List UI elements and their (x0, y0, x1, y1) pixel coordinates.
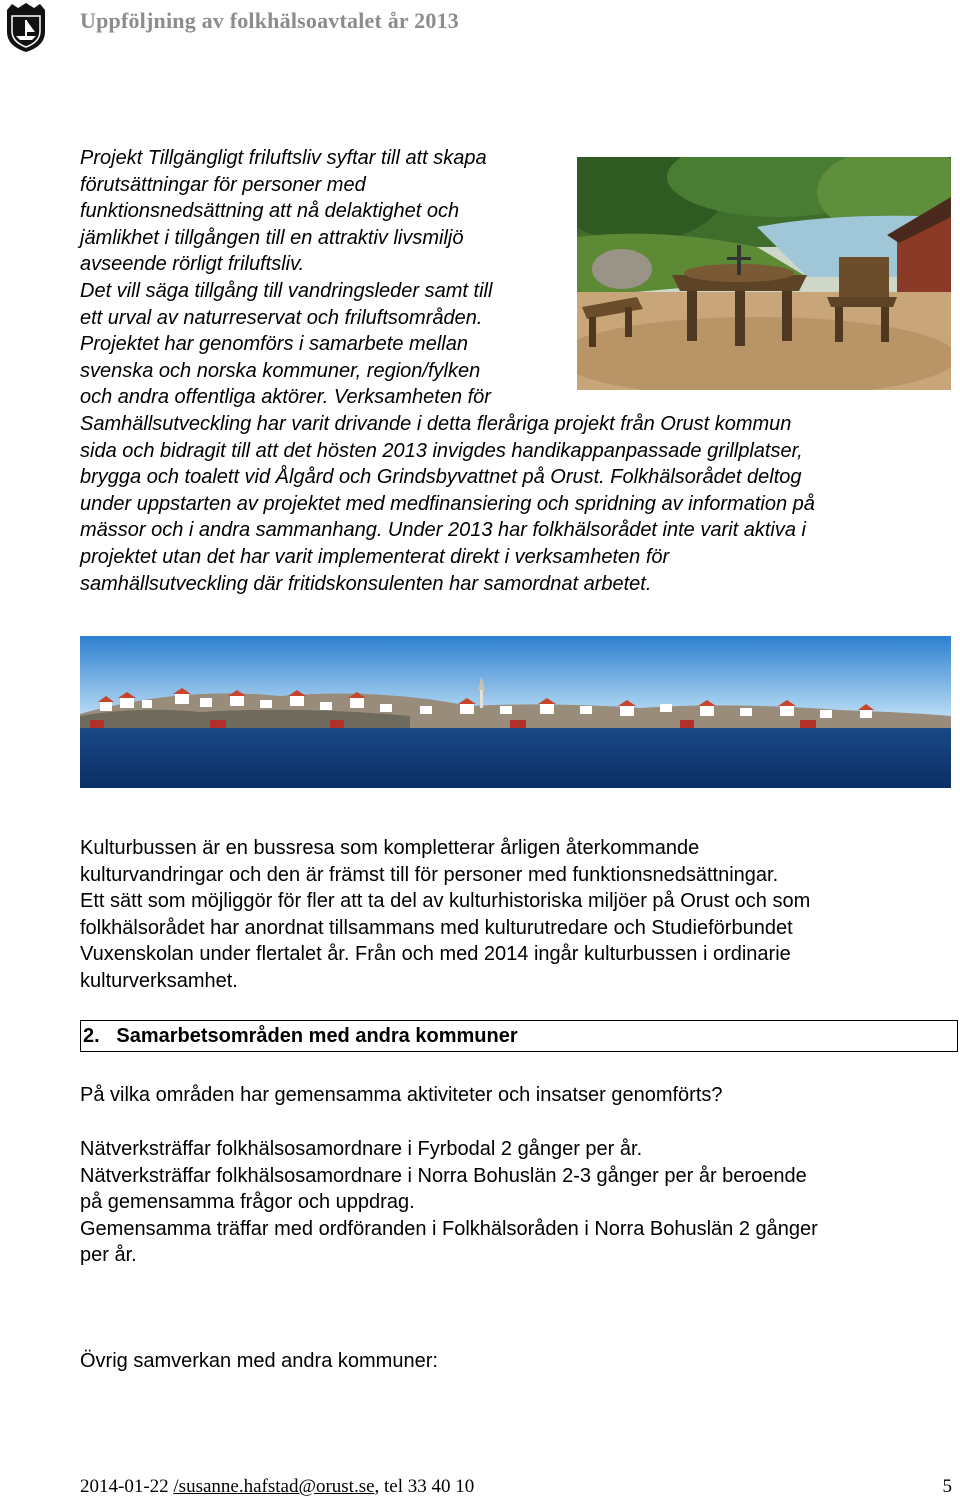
section-heading (80, 1020, 958, 1052)
footer-date: 2014-01-22 (80, 1476, 169, 1497)
paragraph-line: Vuxenskolan under flertalet år. Från och med 2014 ingår kulturbussen i ordinarie (80, 943, 791, 966)
paragraph-line: folkhälsorådet har anordnat tillsammans med kulturutredare och Studieförbundet (80, 916, 793, 939)
paragraph-line: avseende rörligt friluftsliv. (80, 253, 305, 276)
paragraph-line: ett urval av naturreservat och friluftsområden. (80, 306, 483, 329)
footer (80, 1476, 952, 1498)
paragraph-line: samhällsutveckling där fritidskonsulenten har samordnat arbetet. (80, 572, 652, 595)
page-number: 5 (942, 1476, 952, 1497)
section-number: 2. (83, 1025, 100, 1047)
paragraph-line: förutsättningar för personer med (80, 173, 366, 196)
paragraph-line: Samhällsutveckling har varit drivande i detta fleråriga projekt från Orust kommun (80, 413, 792, 435)
paragraph-line: mässor och i andra sammanhang. Under 2013 har folkhälsorådet inte varit aktiva i (80, 519, 806, 542)
paragraph-line: Det vill säga tillgång till vandringsleder samt till (80, 280, 493, 302)
paragraph-line: funktionsnedsättning att nå delaktighet och (80, 200, 460, 223)
paragraph-line: svenska och norska kommuner, region/fylken (80, 359, 481, 382)
paragraph-line: Projekt Tillgängligt friluftsliv syftar till att skapa (80, 147, 487, 169)
paragraph-line: jämlikhet i tillgången till en attraktiv livsmiljö (80, 226, 464, 249)
header-title: Uppföljning av folkhälsoavtalet år 2013 (80, 8, 459, 33)
other-cooperation-label: Övrig samverkan med andra kommuner: (80, 1350, 438, 1372)
answer-line: Gemensamma träffar med ordföranden i Folkhälsoråden i Norra Bohuslän 2 gånger (80, 1217, 818, 1240)
paragraph-line: sida och bidragit till att det hösten 2013 invigdes handikappanpassade grillplatser, (80, 439, 803, 462)
paragraph-line: kulturverksamhet. (80, 970, 238, 992)
paragraph-line: Kulturbussen är en bussresa som kompletterar årligen återkommande (80, 837, 700, 859)
paragraph-line: Ett sätt som möjliggör för fler att ta del av kulturhistoriska miljöer på Orust och som (80, 890, 811, 913)
answer-line: på gemensamma frågor och uppdrag. (80, 1191, 415, 1214)
paragraph-line: och andra offentliga aktörer. Verksamheten för (80, 386, 491, 409)
answer-line: per år. (80, 1244, 137, 1267)
paragraph-line: Projektet har genomförs i samarbete mellan (80, 333, 468, 356)
paragraph-line: projektet utan det har varit implementerat direkt i verksamheten för (80, 546, 670, 568)
municipal-crest-icon (4, 2, 48, 54)
photo-coastal-village (80, 636, 951, 788)
answer-line: Nätverksträffar folkhälsosamordnare i Norra Bohuslän 2-3 gånger per år beroende (80, 1164, 807, 1187)
footer-email-link[interactable]: /susanne.hafstad@orust.se (173, 1476, 375, 1497)
footer-phone: , tel 33 40 10 (374, 1476, 475, 1497)
question: På vilka områden har gemensamma aktiviteter och insatser genomförts? (80, 1084, 723, 1106)
paragraph-line: brygga och toalett vid Ålgård och Grindsbyvattnet på Orust. Folkhälsorådet deltog (80, 466, 802, 489)
photo-picnic-lake (577, 157, 951, 390)
answer-line: Nätverksträffar folkhälsosamordnare i Fyrbodal 2 gånger per år. (80, 1138, 643, 1160)
paragraph-line: under uppstarten av projektet med medfinansiering och spridning av information på (80, 492, 815, 515)
section-title: Samarbetsområden med andra kommuner (116, 1025, 518, 1047)
paragraph-line: kulturvandringar och den är främst till för personer med funktionsnedsättningar. (80, 863, 779, 886)
